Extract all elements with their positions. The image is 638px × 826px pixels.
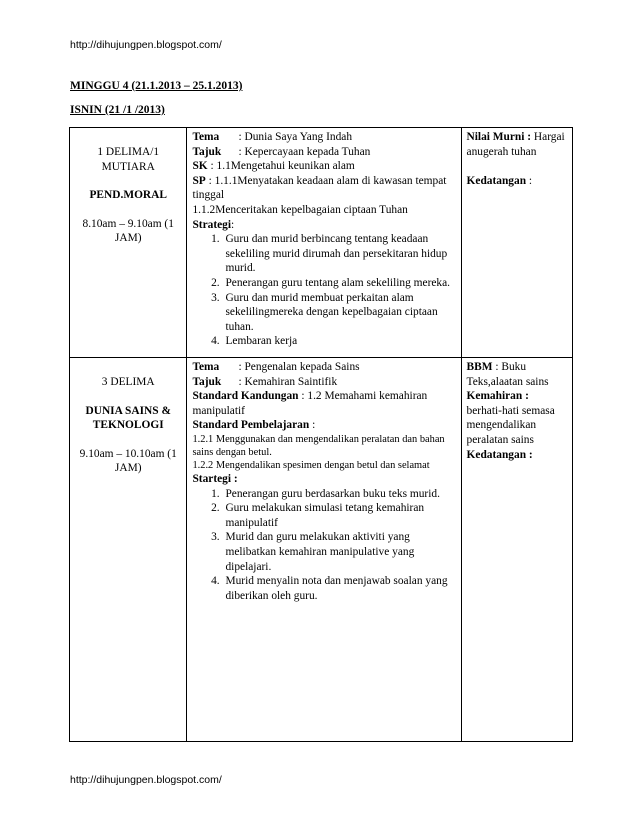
header-url[interactable]: http://dihujungpen.blogspot.com/ [70, 39, 222, 51]
class-name: 1 DELIMA/1 MUTIARA [97, 146, 160, 173]
sp-value-2: 1.1.2Menceritakan kepelbagaian ciptaan Tuhan [192, 203, 408, 216]
list-item: 3. Murid dan guru melakukan aktiviti yang melibatkan kemahiran manipulative yang dipelajari. [222, 530, 455, 574]
tema-label: Tema [192, 361, 220, 373]
list-item: 1. Guru dan murid berbincang tentang keadaan sekeliling murid dirumah dan persekitaran hidup murid. [222, 232, 455, 276]
day-title: ISNIN (21 /1 /2013) [70, 104, 165, 116]
kemahiran-value: berhati-hati semasa mengendalikan peralatan sains [466, 404, 555, 446]
content-cell [187, 358, 461, 742]
lesson-plan-table [69, 127, 573, 742]
class-cell [70, 358, 187, 742]
time-slot: 8.10am – 9.10am (1 JAM) [82, 217, 174, 245]
sk-value: : 1.1Mengetahui keunikan alam [210, 160, 355, 173]
content-cell: Tema : Dunia Saya Yang Indah Tajuk : Kepercayaan kepada Tuhan SK : 1.1Mengetahui keunikan alam SP : 1.1.1Menyatakan keadaan alam di kawasan tempat tinggal 1.1.2Menceritakan kepelbagaian ciptaan Tuhan Strategi: 1. Guru dan murid berbincang tentang keadaan sekeliling murid dirumah dan persekitaran hidup murid. 2. Penerangan guru tentang alam sekeliling mereka. 3. Guru dan murid membuat perkaitan alam sekelilingmereka dengan kepelbagaian ciptaan tuhan. 4. Lembaran kerja [187, 128, 461, 358]
class-name: 3 DELIMA [101, 376, 155, 388]
week-title: MINGGU 4 (21.1.2013 – 25.1.2013) [70, 80, 243, 92]
list-item: 4. Lembaran kerja [222, 334, 455, 349]
kemahiran-label: Kemahiran : [466, 390, 529, 403]
strategy-list [192, 232, 455, 349]
table-row [70, 128, 573, 358]
kedatangan-label: Kedatangan [466, 174, 527, 187]
tajuk-label: Tajuk [192, 145, 222, 158]
sp-item: 1.2.1 Menggunakan dan mengendalikan peralatan dan bahan sains dengan betul. [192, 433, 445, 458]
list-item: 1. Penerangan guru berdasarkan buku teks murid. [222, 487, 455, 502]
tajuk-value: : Kemahiran Saintifik [238, 375, 338, 388]
tema-value: : Dunia Saya Yang Indah [238, 131, 353, 143]
nilai-label: Nilai Murni : [466, 131, 532, 143]
sp-label: Standard Pembelajaran [192, 419, 310, 432]
sk-label: Standard Kandungan [192, 390, 299, 403]
tajuk-label: Tajuk [192, 375, 222, 388]
tema-label: Tema [192, 131, 220, 143]
nilai-value: Hargai anugerah tuhan [466, 131, 565, 158]
bbm-label: BBM [466, 361, 493, 373]
bbm-value: : Buku Teks,alaatan sains [466, 361, 549, 388]
class-cell [70, 128, 187, 358]
list-item: 2. Penerangan guru tentang alam sekeliling mereka. [222, 276, 455, 291]
notes-cell [461, 128, 572, 358]
strategi-label: Strategi [192, 218, 232, 231]
time-slot: 9.10am – 10.10am (1 JAM) [79, 447, 177, 475]
list-item: 3. Guru dan murid membuat perkaitan alam sekelilingmereka dengan kepelbagaian ciptaan tuhan. [222, 291, 455, 335]
sp-value: : [309, 419, 316, 432]
subject-name: PEND.MORAL [89, 189, 167, 202]
list-item: 4. Murid menyalin nota dan menjawab soalan yang diberikan oleh guru. [222, 574, 455, 603]
table-row [70, 358, 573, 742]
subject-name: DUNIA SAINS & TEKNOLOGI [85, 404, 171, 432]
list-item: 2. Guru melakukan simulasi tetang kemahiran manipulatif [222, 501, 455, 530]
sk-label: SK [192, 160, 208, 173]
kedatangan-value: : [526, 174, 533, 187]
kedatangan-label: Kedatangan : [466, 448, 533, 461]
footer-url[interactable]: http://dihujungpen.blogspot.com/ [70, 774, 222, 786]
strategy-list [192, 487, 455, 604]
strategi-label: Startegi : [192, 472, 238, 485]
sp-value: : 1.1.1Menyatakan keadaan alam di kawasan tempat tinggal [192, 174, 447, 202]
notes-cell [461, 358, 572, 742]
tema-value: : Pengenalan kepada Sains [238, 361, 360, 373]
sp-label: SP [192, 174, 206, 187]
sk-value: : 1.2 Memahami kemahiran manipulatif [192, 390, 428, 417]
tajuk-value: : Kepercayaan kepada Tuhan [238, 145, 371, 158]
sp-item: 1.2.2 Mengendalikan spesimen dengan betul dan selamat [192, 459, 430, 471]
